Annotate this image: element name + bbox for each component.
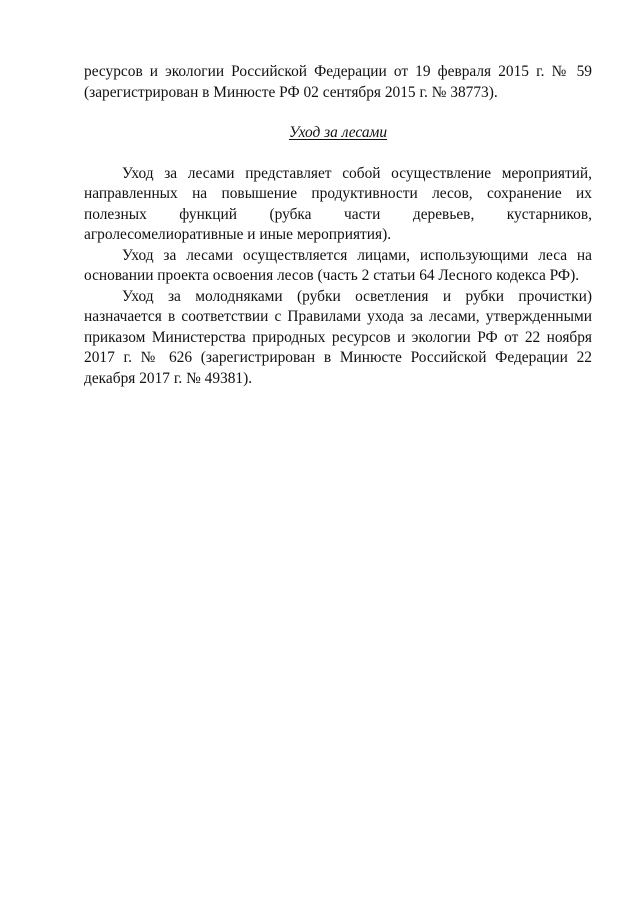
- document-page: [84, 62, 592, 389]
- section-heading: Уход за лесами: [288, 124, 388, 141]
- intro-line-1: ресурсов и экологии Российской Федерации от 19 февраля 2015 г. № 59: [84, 63, 592, 80]
- intro-paragraph: [84, 62, 592, 103]
- body-paragraph-1: Уход за лесами представляет собой осуществление мероприятий, направленных на повышение продуктивности лесов, сохранение их полезных функций (рубка части деревьев, кустарников, агролесомелиоративные и иные мероприятия).: [84, 164, 592, 243]
- intro-line-2: (зарегистрирован в Минюсте РФ 02 сентября 2015 г. № 38773).: [84, 83, 498, 101]
- body-paragraph-2: Уход за лесами осуществляется лицами, использующими леса на основании проекта освоения лесов (часть 2 статьи 64 Лесного кодекса РФ).: [84, 246, 592, 284]
- body-paragraph-3: Уход за молодняками (рубки осветления и рубки прочистки) назначается в соответствии с Правилами ухода за лесами, утвержденными приказом Министерства природных ресурсов и экологии РФ от 22 ноября 2017 г. № 626 (зарегистрирован в Минюсте Российской Федерации 22 декабря 2017 г. № 49381).: [84, 287, 592, 387]
